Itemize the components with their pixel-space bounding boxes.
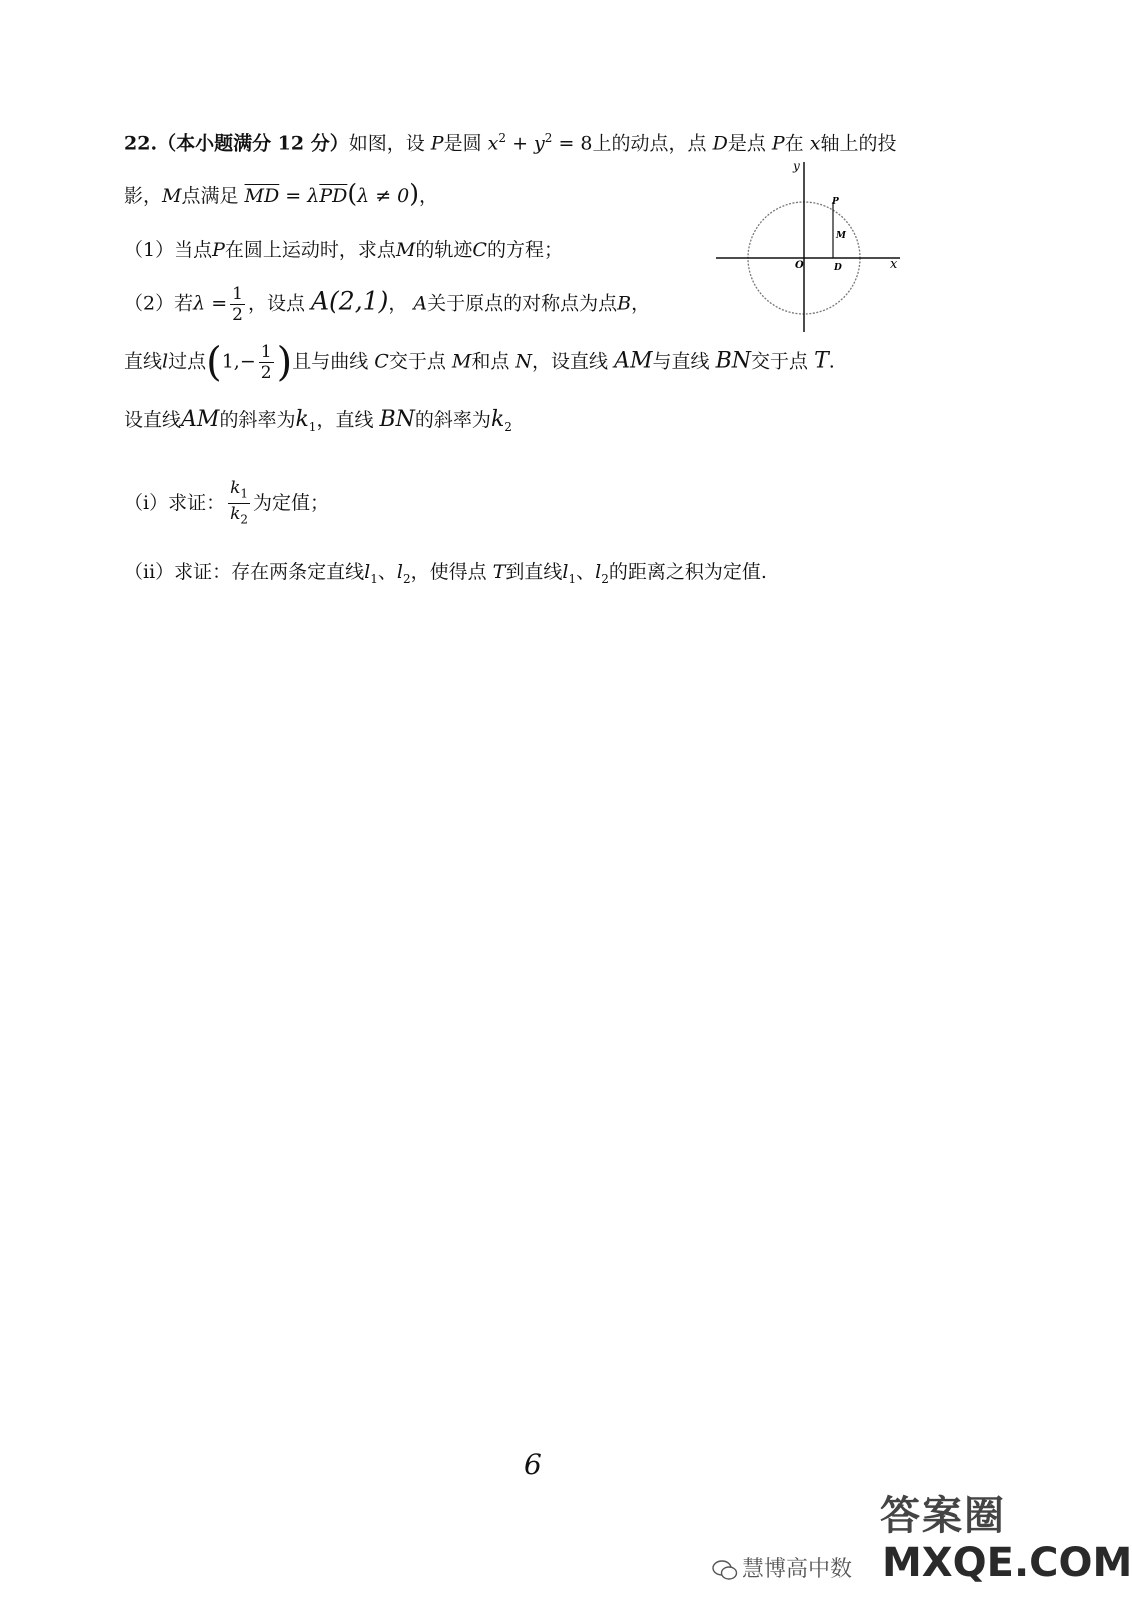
paren: (	[347, 179, 358, 208]
op: =	[285, 185, 302, 207]
point-a: A(2,1)	[311, 286, 389, 316]
text: ，设直线	[532, 350, 609, 373]
subscript: 2	[601, 571, 609, 586]
text: （1）当点	[124, 239, 213, 261]
var: k	[490, 407, 505, 432]
numerator: 1	[232, 284, 243, 304]
text: 到直线	[505, 561, 563, 583]
slope-line	[124, 406, 512, 441]
subscript: 1	[568, 571, 577, 586]
var: BN	[715, 348, 752, 374]
text: 是点	[727, 132, 766, 155]
var: y	[534, 132, 545, 155]
denominator	[228, 503, 250, 529]
denominator: 2	[232, 305, 243, 325]
paren: )	[276, 339, 293, 386]
line-l	[124, 339, 835, 386]
var: T	[492, 561, 506, 583]
var: P	[771, 132, 785, 155]
text: 的轨迹	[415, 239, 473, 261]
paren: (	[206, 339, 222, 386]
page-number: 6	[524, 1448, 542, 1481]
var: λ	[193, 292, 206, 315]
var: x	[809, 132, 821, 155]
text: .	[828, 350, 835, 373]
text: 的斜率为	[219, 409, 296, 431]
var: C	[374, 350, 389, 373]
text: 点满足	[181, 185, 239, 207]
text: 轴上的投	[820, 132, 897, 155]
text: 和点	[471, 350, 510, 373]
text: 影，	[124, 185, 163, 207]
var: B	[617, 292, 632, 315]
label-p: P	[832, 197, 839, 207]
problem-points: （本小题满分 12 分）	[157, 132, 349, 155]
var: λ	[307, 185, 320, 207]
subscript: 1	[370, 571, 378, 586]
text: 直线	[124, 350, 163, 373]
text: ，使得点	[410, 561, 487, 583]
var: M	[395, 239, 416, 261]
text: 如图，设	[348, 132, 425, 155]
text: 在	[784, 132, 804, 155]
part-2	[124, 284, 650, 325]
vector-md: $\overline{MD}$	[244, 185, 280, 207]
op: +	[512, 132, 528, 155]
watermark-url: MXQE.COM	[882, 1540, 1132, 1586]
label-x: x	[890, 257, 898, 272]
part-1	[124, 236, 563, 264]
subscript: 1	[308, 419, 317, 434]
problem-line-2	[124, 180, 438, 210]
text: 交于点	[751, 350, 809, 373]
wechat-name: 慧博高中数	[742, 1557, 853, 1582]
watermark-logo: 答案圈	[880, 1493, 1006, 1539]
var: l	[364, 561, 371, 583]
var: P	[430, 132, 444, 155]
var: l	[396, 561, 403, 583]
sub-i	[124, 478, 329, 530]
wechat-icon	[712, 1559, 738, 1581]
text: 交于点	[388, 350, 446, 373]
label-m: M	[836, 231, 846, 241]
var: M	[451, 350, 472, 373]
text: 、	[576, 561, 596, 583]
var: AM	[181, 407, 220, 432]
text: 且与曲线	[292, 350, 369, 373]
text: 关于原点的对称点为点	[427, 292, 618, 315]
fraction-k1-k2	[228, 478, 250, 530]
var: BN	[379, 407, 415, 432]
var: x	[487, 132, 499, 155]
subscript: 2	[402, 571, 411, 586]
exp: 2	[498, 131, 507, 145]
var: l	[162, 350, 169, 373]
var: l	[595, 561, 602, 583]
var: C	[472, 239, 487, 261]
text: （i）求证：	[124, 491, 226, 514]
text: 的距离之积为定值.	[608, 561, 767, 583]
paren: )	[409, 179, 420, 208]
var: k	[230, 504, 241, 525]
var: D	[712, 132, 728, 155]
var: l	[562, 561, 569, 583]
text: 上的动点，点	[592, 132, 707, 155]
text: 的方程；	[486, 239, 563, 261]
problem-number: 22.	[124, 132, 158, 155]
text: 与直线	[652, 350, 710, 373]
exp: 2	[544, 131, 553, 145]
text: 的斜率为	[414, 409, 491, 431]
label-y: y	[793, 159, 800, 173]
numerator	[228, 478, 250, 503]
subscript: 1	[240, 486, 249, 501]
var: AM	[614, 348, 653, 374]
var: k	[295, 407, 309, 432]
text: ，	[631, 292, 651, 315]
label-o: O	[795, 260, 804, 271]
denominator: 2	[260, 363, 272, 383]
text: ，	[388, 292, 408, 315]
circle-rhs: = 8	[558, 132, 593, 155]
text: 过点	[168, 350, 207, 373]
text: 在圆上运动时，求点	[224, 239, 396, 261]
vector-pd: $\overline{PD}$	[319, 185, 348, 207]
text: 为定值；	[253, 491, 330, 514]
lambda-cond: λ ≠ 0	[357, 185, 410, 207]
fraction-half	[230, 284, 245, 325]
var: N	[515, 350, 533, 373]
text: 是圆	[443, 132, 482, 155]
var: k	[230, 478, 241, 498]
var: P	[212, 239, 225, 261]
text: ，	[419, 185, 439, 207]
text: （ii）求证：存在两条定直线	[124, 561, 365, 583]
var: T	[814, 348, 829, 374]
subscript: 2	[240, 512, 249, 527]
subscript: 2	[504, 419, 512, 434]
var: A	[413, 292, 428, 315]
text: ，直线	[316, 409, 374, 431]
text: ，设点	[247, 292, 305, 315]
text: （2）若	[124, 292, 194, 315]
fraction-half	[259, 342, 274, 383]
wechat-account	[712, 1552, 852, 1583]
label-d: D	[834, 263, 842, 273]
var: M	[162, 185, 182, 207]
circle-figure	[712, 150, 912, 340]
point-l-x: 1,	[221, 350, 240, 373]
op: =	[211, 292, 228, 315]
sub-ii	[124, 558, 767, 593]
text: 、	[377, 561, 397, 583]
minus: −	[239, 350, 256, 373]
numerator: 1	[260, 342, 272, 362]
text: 设直线	[124, 409, 182, 431]
